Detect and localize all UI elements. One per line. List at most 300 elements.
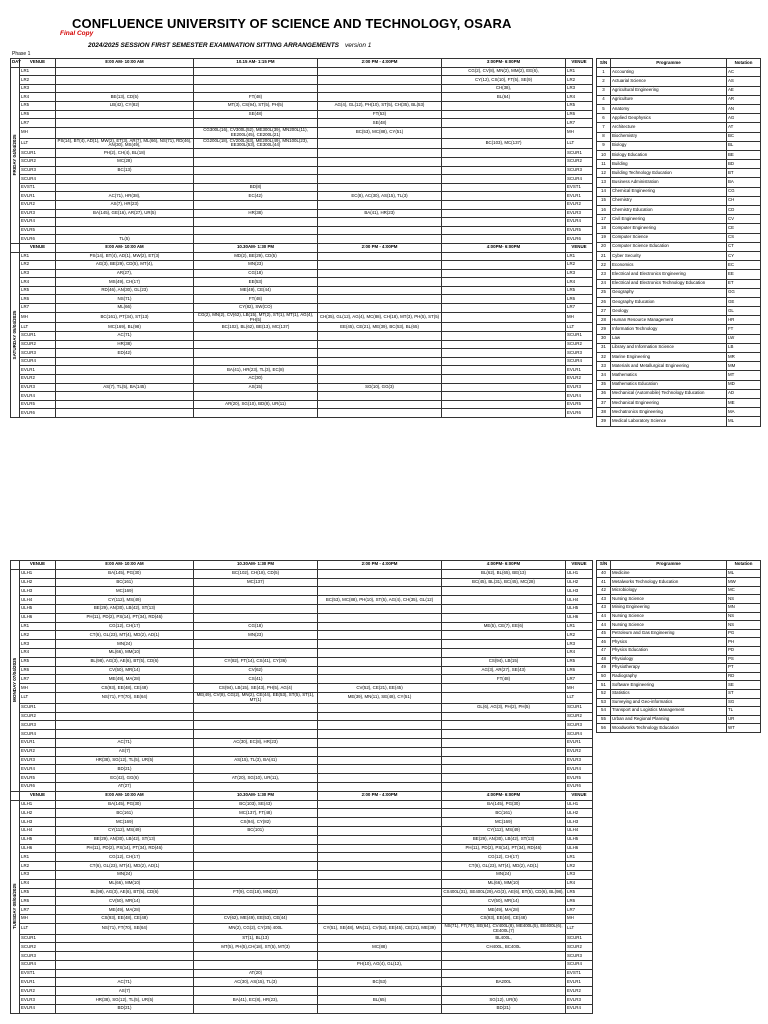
venue-cell: LLT bbox=[566, 323, 593, 332]
programme-row bbox=[597, 389, 761, 398]
venue-row bbox=[11, 923, 593, 934]
programme-notation: MN bbox=[727, 603, 761, 612]
venue-row bbox=[11, 278, 593, 287]
programme-name: Library and Information Science bbox=[611, 343, 727, 352]
allocation-cell bbox=[442, 175, 566, 184]
programme-notation: AC bbox=[727, 68, 761, 77]
venue-cell: LR6 bbox=[566, 666, 593, 675]
allocation-cell bbox=[442, 218, 566, 227]
allocation-cell: CV(62) bbox=[194, 666, 318, 675]
programme-notation: MC bbox=[727, 586, 761, 595]
allocation-cell: RD(46), AN(30), GL(23) bbox=[56, 286, 194, 295]
venue-row bbox=[11, 622, 593, 631]
programme-name: Building bbox=[611, 160, 727, 169]
programme-notation: BT bbox=[727, 169, 761, 178]
programme-notation: RD bbox=[727, 672, 761, 681]
allocation-cell: BA(145), PG(30) bbox=[442, 800, 566, 809]
venue-cell: EVLR6 bbox=[566, 782, 593, 791]
allocation-cell bbox=[442, 960, 566, 969]
allocation-cell bbox=[318, 879, 442, 888]
allocation-cell bbox=[56, 969, 194, 978]
allocation-cell: SE(48) bbox=[318, 119, 442, 128]
programme-sn: 41 bbox=[597, 578, 611, 587]
programme-notation: ME bbox=[727, 398, 761, 407]
allocation-cell bbox=[318, 826, 442, 835]
programme-name: Geology bbox=[611, 307, 727, 316]
allocation-cell bbox=[56, 712, 194, 721]
venue-row bbox=[11, 703, 593, 712]
allocation-cell: BC(53), MC(88), CY(51) bbox=[318, 127, 442, 138]
venue-row bbox=[11, 235, 593, 244]
allocation-cell: HR(38) bbox=[56, 340, 194, 349]
programme-sn: 33 bbox=[597, 362, 611, 371]
allocation-cell bbox=[194, 119, 318, 128]
allocation-cell: AC(30) bbox=[194, 375, 318, 384]
allocation-cell bbox=[442, 349, 566, 358]
programme-name: Building Technology Education bbox=[611, 169, 727, 178]
programme-notation: CE bbox=[727, 224, 761, 233]
venue-cell: EVLR3 bbox=[566, 209, 593, 218]
allocation-cell bbox=[442, 209, 566, 218]
allocation-cell bbox=[194, 226, 318, 235]
programme-sn: 45 bbox=[597, 629, 611, 638]
venue-cell: SCUR4 bbox=[566, 730, 593, 739]
allocation-cell bbox=[442, 278, 566, 287]
phase-label: Phase 1 bbox=[12, 51, 31, 57]
allocation-cell bbox=[442, 269, 566, 278]
programme-name: Mechanical (Automobile) Technology Education bbox=[611, 389, 727, 398]
allocation-cell: CS(93), EE(48), CE(48) bbox=[56, 914, 194, 923]
allocation-cell: GL(6), AG(3), PH(2), PH(5) bbox=[442, 703, 566, 712]
programme-row bbox=[597, 224, 761, 233]
programme-row bbox=[597, 297, 761, 306]
venue-cell: ULH6 bbox=[566, 844, 593, 853]
venue-cell: ULH2 bbox=[566, 578, 593, 587]
venue-cell: EVLR3 bbox=[20, 996, 56, 1005]
programme-notation: ML bbox=[727, 569, 761, 578]
allocation-cell bbox=[442, 987, 566, 996]
allocation-cell: CV(50), MR(14) bbox=[56, 666, 194, 675]
venue-cell: EVLR5 bbox=[566, 226, 593, 235]
programme-row bbox=[597, 132, 761, 141]
venue-cell: SCUR2 bbox=[566, 712, 593, 721]
venue-row bbox=[11, 209, 593, 218]
allocation-cell bbox=[318, 235, 442, 244]
venue-row bbox=[11, 747, 593, 756]
allocation-cell: MC(169) bbox=[442, 818, 566, 827]
allocation-cell: AG(4), GL(12), PH(10), ST(5), CH(35), BL(53) bbox=[318, 101, 442, 110]
time-slot-header: 2:00 PM - 4:00PM bbox=[318, 561, 442, 570]
day-label: TUESDAY 08/04/2025 bbox=[11, 800, 20, 1013]
allocation-cell: EE(53) bbox=[194, 278, 318, 287]
allocation-cell bbox=[318, 897, 442, 906]
venue-row bbox=[11, 127, 593, 138]
venue-cell: LLT bbox=[20, 923, 56, 934]
allocation-cell bbox=[194, 218, 318, 227]
programme-sn: 2 bbox=[597, 77, 611, 86]
venue-row bbox=[11, 730, 593, 739]
allocation-cell: CH(38), bbox=[442, 84, 566, 93]
allocation-cell bbox=[318, 969, 442, 978]
allocation-cell bbox=[442, 312, 566, 323]
allocation-cell bbox=[194, 149, 318, 158]
allocation-cell bbox=[442, 400, 566, 409]
allocation-cell: ML(66), MM(10) bbox=[56, 879, 194, 888]
allocation-cell: BC(103), MC(137) bbox=[442, 138, 566, 149]
venue-cell: LR3 bbox=[20, 269, 56, 278]
allocation-cell bbox=[318, 587, 442, 596]
allocation-cell bbox=[194, 862, 318, 871]
allocation-cell: FT(53) bbox=[318, 110, 442, 119]
allocation-cell bbox=[318, 835, 442, 844]
venue-cell: LLT bbox=[20, 323, 56, 332]
allocation-cell: MC(88) bbox=[318, 943, 442, 952]
venue-row bbox=[11, 332, 593, 341]
programme-sn: 21 bbox=[597, 251, 611, 260]
programme-row bbox=[597, 629, 761, 638]
allocation-cell bbox=[318, 295, 442, 304]
programme-notation: PD bbox=[727, 646, 761, 655]
allocation-cell: PS(14), BT(4), AD(1), MW(2), ET(3), AR(7), ML(66), NS(71), RD(46), AN(30), MS(49), bbox=[56, 138, 194, 149]
programme-name: Agricultural Engineering bbox=[611, 86, 727, 95]
programme-notation: MT bbox=[727, 371, 761, 380]
allocation-cell bbox=[442, 323, 566, 332]
programme-row bbox=[597, 123, 761, 132]
allocation-cell: ME(39), MN(11), SE(48), CY(51) bbox=[318, 692, 442, 703]
allocation-cell: MN(23) bbox=[194, 261, 318, 270]
allocation-cell: PH(11), PD(2), PS(14), PT(34), RD(46) bbox=[56, 844, 194, 853]
allocation-cell: BE(29), AN(30), LB(42), ST(13) bbox=[56, 604, 194, 613]
venue-row bbox=[11, 110, 593, 119]
programme-sn: 34 bbox=[597, 371, 611, 380]
venue-cell: EVLR4 bbox=[20, 392, 56, 401]
programme-sn: 43 bbox=[597, 603, 611, 612]
venue-cell: EVST1 bbox=[20, 969, 56, 978]
notation-header: Notation bbox=[727, 561, 761, 570]
programme-row bbox=[597, 664, 761, 673]
allocation-cell bbox=[442, 226, 566, 235]
programme-sn: 19 bbox=[597, 233, 611, 242]
allocation-cell bbox=[318, 332, 442, 341]
venue-header: VENUE bbox=[20, 791, 56, 800]
programme-row bbox=[597, 114, 761, 123]
allocation-cell bbox=[442, 756, 566, 765]
allocation-cell bbox=[318, 286, 442, 295]
venue-cell: EVLR2 bbox=[566, 375, 593, 384]
programme-notation: CT bbox=[727, 242, 761, 251]
venue-cell: ULH4 bbox=[566, 596, 593, 605]
programme-name: Surveying and Geo-informatics bbox=[611, 698, 727, 707]
allocation-cell bbox=[318, 952, 442, 961]
allocation-cell: CG(18) bbox=[194, 622, 318, 631]
programme-sn: 18 bbox=[597, 224, 611, 233]
venue-cell: EVLR3 bbox=[20, 209, 56, 218]
venue-row bbox=[11, 340, 593, 349]
allocation-cell bbox=[194, 340, 318, 349]
programme-row bbox=[597, 689, 761, 698]
programme-sn: 8 bbox=[597, 132, 611, 141]
programme-name: Nursing Science bbox=[611, 621, 727, 630]
allocation-cell: AS(7) bbox=[56, 987, 194, 996]
allocation-cell bbox=[194, 765, 318, 774]
allocation-cell: BL(64) bbox=[442, 93, 566, 102]
venue-row bbox=[11, 765, 593, 774]
venue-row bbox=[11, 818, 593, 827]
venue-row bbox=[11, 675, 593, 684]
allocation-cell: HR(38), SG(12), TL(5), UR(5) bbox=[56, 756, 194, 765]
allocation-cell: BC(161) bbox=[56, 578, 194, 587]
allocation-cell bbox=[194, 84, 318, 93]
venue-cell: LR6 bbox=[566, 897, 593, 906]
venue-cell: LR3 bbox=[566, 269, 593, 278]
programme-name: Petroleum and Gas Engineering bbox=[611, 629, 727, 638]
allocation-cell bbox=[56, 84, 194, 93]
venue-row bbox=[11, 835, 593, 844]
allocation-cell: CS400L(31), SE400L(29),AG(3), AE(6), BT(5), CD(6), BL(98), bbox=[442, 888, 566, 897]
venue-cell: EVLR1 bbox=[566, 192, 593, 201]
venue-cell: EVLR6 bbox=[20, 235, 56, 244]
allocation-cell bbox=[318, 738, 442, 747]
allocation-cell bbox=[56, 226, 194, 235]
programme-sn: 56 bbox=[597, 724, 611, 733]
programme-name: Biology Education bbox=[611, 150, 727, 159]
allocation-cell bbox=[318, 375, 442, 384]
allocation-cell: BC(45), BL(31), BC(45), MC(28) bbox=[442, 578, 566, 587]
venue-row bbox=[11, 119, 593, 128]
venue-cell: SCUR4 bbox=[20, 960, 56, 969]
allocation-cell: AT(27) bbox=[56, 782, 194, 791]
venue-cell: EVLR5 bbox=[566, 400, 593, 409]
programme-sn: 23 bbox=[597, 270, 611, 279]
programme-name: Electrical and Electronics Engineering bbox=[611, 270, 727, 279]
programme-name: Actuarial Science bbox=[611, 77, 727, 86]
programme-notation: MA bbox=[727, 408, 761, 417]
allocation-cell bbox=[318, 366, 442, 375]
allocation-cell bbox=[318, 987, 442, 996]
venue-cell: SCUR2 bbox=[566, 340, 593, 349]
allocation-cell bbox=[194, 166, 318, 175]
venue-cell: LLT bbox=[566, 692, 593, 703]
venue-cell: EVLR3 bbox=[20, 383, 56, 392]
programme-row bbox=[597, 612, 761, 621]
allocation-cell: CV(62), ME(49), EE(53), CE(44) bbox=[194, 914, 318, 923]
programme-row bbox=[597, 569, 761, 578]
programme-row bbox=[597, 233, 761, 242]
programme-row bbox=[597, 603, 761, 612]
venue-cell: LR1 bbox=[20, 622, 56, 631]
allocation-cell bbox=[194, 357, 318, 366]
allocation-cell bbox=[56, 76, 194, 85]
allocation-cell bbox=[56, 67, 194, 76]
allocation-cell: AR(27), bbox=[56, 269, 194, 278]
venue-row bbox=[11, 888, 593, 897]
venue-cell: ULH3 bbox=[566, 818, 593, 827]
venue-cell: MH bbox=[20, 127, 56, 138]
venue-cell: LLT bbox=[20, 692, 56, 703]
allocation-cell bbox=[56, 703, 194, 712]
allocation-cell bbox=[442, 747, 566, 756]
programme-notation: ET bbox=[727, 279, 761, 288]
allocation-cell bbox=[194, 835, 318, 844]
venue-cell: LR3 bbox=[566, 640, 593, 649]
venue-cell: ULH6 bbox=[20, 613, 56, 622]
page-subtitle: 2024/2025 SESSION FIRST SEMESTER EXAMINATION SITTING ARRANGEMENTS version 1 bbox=[88, 42, 372, 49]
programme-notation: CS bbox=[727, 233, 761, 242]
allocation-cell bbox=[56, 366, 194, 375]
allocation-cell: BC(53), MC(88), PH(10), ST(5), AG(4), CH(35), GL(12) bbox=[318, 596, 442, 605]
venue-cell: EVLR3 bbox=[20, 756, 56, 765]
venue-cell: SCUR3 bbox=[566, 952, 593, 961]
programme-row bbox=[597, 251, 761, 260]
venue-cell: LR2 bbox=[20, 631, 56, 640]
programme-sn: 38 bbox=[597, 408, 611, 417]
allocation-cell bbox=[442, 149, 566, 158]
allocation-cell bbox=[318, 613, 442, 622]
allocation-cell: HR(38) bbox=[194, 209, 318, 218]
venue-cell: SCUR3 bbox=[20, 166, 56, 175]
time-slot-header: 10.15 AM- 1:15 PM bbox=[194, 59, 318, 68]
allocation-cell bbox=[442, 295, 566, 304]
allocation-cell bbox=[194, 604, 318, 613]
allocation-cell: NS(71), FT(70), SE(64) bbox=[56, 923, 194, 934]
venue-cell: LLT bbox=[566, 923, 593, 934]
programme-notation: EC bbox=[727, 261, 761, 270]
venue-cell: EVLR5 bbox=[20, 400, 56, 409]
venue-cell: LR4 bbox=[20, 879, 56, 888]
venue-row bbox=[11, 192, 593, 201]
allocation-cell bbox=[318, 648, 442, 657]
programme-name: Business Administration bbox=[611, 178, 727, 187]
venue-cell: EVLR3 bbox=[566, 383, 593, 392]
venue-cell: ULH6 bbox=[566, 613, 593, 622]
venue-cell: LR6 bbox=[20, 110, 56, 119]
venue-row bbox=[11, 879, 593, 888]
allocation-cell bbox=[442, 110, 566, 119]
allocation-cell bbox=[442, 166, 566, 175]
venue-cell: LR1 bbox=[566, 67, 593, 76]
venue-cell: SCUR3 bbox=[566, 721, 593, 730]
venue-cell: EVLR2 bbox=[20, 987, 56, 996]
venue-cell: SCUR3 bbox=[20, 952, 56, 961]
allocation-cell bbox=[56, 392, 194, 401]
allocation-cell: NS(71) bbox=[56, 295, 194, 304]
programme-header: Programme bbox=[611, 561, 727, 570]
programme-name: Urban and Regional Planning bbox=[611, 715, 727, 724]
allocation-cell bbox=[318, 149, 442, 158]
venue-cell: LR2 bbox=[20, 862, 56, 871]
venue-header: VENUE bbox=[20, 561, 56, 570]
allocation-cell: CY(112), MS(49) bbox=[56, 596, 194, 605]
allocation-cell bbox=[318, 569, 442, 578]
venue-cell: LR6 bbox=[566, 110, 593, 119]
venue-row bbox=[11, 844, 593, 853]
allocation-cell: CG300L(16), CV300L(52), ME300L(39), MN200L(11), EE200L(45), CE200L(21) bbox=[194, 127, 318, 138]
programme-name: Computer Science bbox=[611, 233, 727, 242]
allocation-cell: BC(161) bbox=[56, 809, 194, 818]
programme-name: Mechatronics Engineering bbox=[611, 408, 727, 417]
venue-row bbox=[11, 200, 593, 209]
venue-header: VENUE bbox=[566, 561, 593, 570]
allocation-cell bbox=[194, 782, 318, 791]
programme-row bbox=[597, 150, 761, 159]
allocation-cell bbox=[56, 183, 194, 192]
allocation-cell bbox=[194, 960, 318, 969]
venue-cell: EVLR5 bbox=[566, 774, 593, 783]
venue-row bbox=[11, 226, 593, 235]
venue-row bbox=[11, 648, 593, 657]
allocation-cell bbox=[194, 587, 318, 596]
programme-sn: 22 bbox=[597, 261, 611, 270]
programme-notation: PG bbox=[727, 629, 761, 638]
venue-cell: EVLR1 bbox=[20, 738, 56, 747]
programme-notation: TL bbox=[727, 707, 761, 716]
programme-name: Chemistry Education bbox=[611, 206, 727, 215]
allocation-cell bbox=[442, 383, 566, 392]
venue-cell: EVLR1 bbox=[566, 366, 593, 375]
programme-notation: AD bbox=[727, 389, 761, 398]
venue-row bbox=[11, 84, 593, 93]
venue-cell: SCUR1 bbox=[566, 934, 593, 943]
venue-header: VENUE bbox=[20, 59, 56, 68]
time-slot-header: 2:00 PM - 4:00PM bbox=[318, 243, 442, 252]
allocation-cell bbox=[318, 906, 442, 915]
allocation-cell: BC(102), BL(62), BE(13), MC(137) bbox=[194, 323, 318, 332]
venue-cell: LR5 bbox=[566, 657, 593, 666]
venue-cell: LR5 bbox=[20, 101, 56, 110]
allocation-cell bbox=[318, 157, 442, 166]
venue-row bbox=[11, 587, 593, 596]
programme-name: Economics bbox=[611, 261, 727, 270]
venue-cell: MH bbox=[20, 312, 56, 323]
venue-cell: EVLR2 bbox=[566, 200, 593, 209]
venue-cell: LR1 bbox=[20, 67, 56, 76]
programme-sn: 44 bbox=[597, 612, 611, 621]
programme-notation: AN bbox=[727, 104, 761, 113]
programme-notation: LW bbox=[727, 334, 761, 343]
allocation-cell bbox=[194, 703, 318, 712]
venue-row bbox=[11, 969, 593, 978]
allocation-cell: ME(5), CE(7), EE(6) bbox=[442, 622, 566, 631]
venue-cell: SCUR1 bbox=[566, 149, 593, 158]
allocation-cell: AS(15), TL(3), BA(41) bbox=[194, 756, 318, 765]
venue-row bbox=[11, 67, 593, 76]
allocation-cell bbox=[318, 800, 442, 809]
allocation-cell: CS(93), EE(48), CE(48) bbox=[56, 684, 194, 693]
venue-cell: LR3 bbox=[20, 640, 56, 649]
allocation-cell: AR(20), SG(10), BD(8), UR(11) bbox=[194, 400, 318, 409]
programme-sn: 20 bbox=[597, 242, 611, 251]
venue-cell: LR1 bbox=[566, 622, 593, 631]
venue-cell: SCUR4 bbox=[566, 960, 593, 969]
allocation-cell: FT(9), CG(18), MN(23) bbox=[194, 888, 318, 897]
allocation-cell bbox=[194, 67, 318, 76]
slot-header-row bbox=[11, 59, 593, 68]
allocation-cell: FT(48) bbox=[194, 295, 318, 304]
programme-notation: CH bbox=[727, 196, 761, 205]
allocation-cell bbox=[318, 76, 442, 85]
allocation-cell: MC(137), FT(48) bbox=[194, 809, 318, 818]
allocation-cell: CS(94), LB(15) bbox=[442, 657, 566, 666]
allocation-cell bbox=[442, 604, 566, 613]
venue-cell: LR5 bbox=[20, 888, 56, 897]
programme-row bbox=[597, 646, 761, 655]
venue-cell: ULH1 bbox=[20, 569, 56, 578]
programme-name: Physics Education bbox=[611, 646, 727, 655]
allocation-cell bbox=[56, 119, 194, 128]
venue-row bbox=[11, 383, 593, 392]
venue-cell: SCUR3 bbox=[566, 166, 593, 175]
programme-sn: 7 bbox=[597, 123, 611, 132]
